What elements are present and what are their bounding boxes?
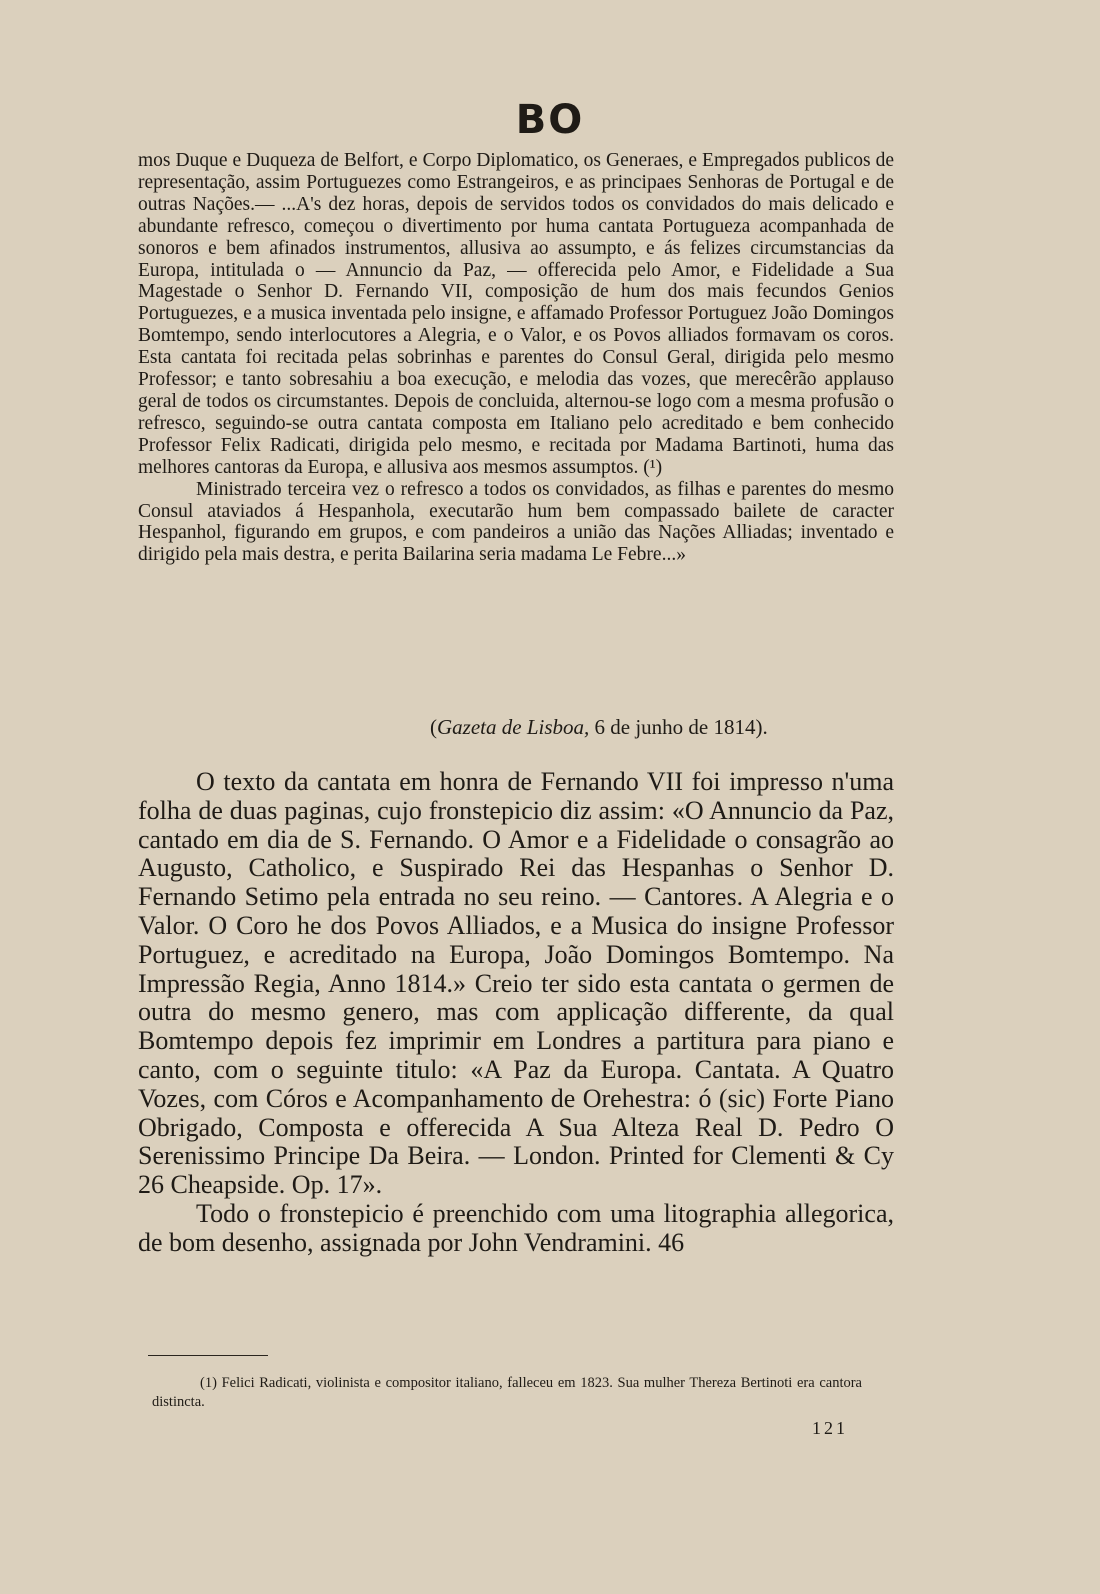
body-paragraph-2: Todo o fronstepicio é preenchido com uma litographia allegorica, de bom desenho, assignada por John Vendramini. 46 [138, 1198, 894, 1257]
page-number: 121 [812, 1418, 848, 1438]
source-date: 6 de junho de 1814). [589, 715, 768, 739]
quote-paragraph-1: mos Duque e Duqueza de Belfort, e Corpo Diplomatico, os Generaes, e Empregados publicos de representação, assim Portuguezes como Estrangeiros, e as principaes Senhoras de Portugal e de outras Nações.— ...A's dez horas, depois de servidos todos os convidados do mais delicado e abundante refresco, começou o divertimento por huma cantata Portugueza acompanhada de sonoros e bem afinados instrumentos, allusiva ao assumpto, e ás felizes circumstancias da Europa, intitulada o — Annuncio da Paz, — offerecida pelo Amor, e Fidelidade a Sua Magestade o Senhor D. Fernando VII, composição de hum dos mais fecundos Genios Portuguezes, e a musica inventada pelo insigne, e affamado Professor Portuguez João Domingos Bomtempo, sendo interlocutores a Alegria, e o Valor, e os Povos alliados formavam os coros. Esta cantata foi recitada pelas sobrinhas e parentes do Consul Geral, dirigida pelo mesmo Professor; e tanto sobresahiu a boa execução, e melodia das vozes, que merecêrão applauso geral de todos os circumstantes. Depois de concluida, alternou-se logo com a mesma profusão o refresco, seguindo-se outra cantata composta em Italiano pelo acreditado e bem conhecido Professor Felix Radicati, dirigida pelo mesmo, e recitada por Madama Bartinoti, huma das melhores cantoras da Europa, e allusiva aos mesmos assumptos. (¹) [138, 150, 894, 478]
footnote [152, 1374, 862, 1412]
footnote-text: (1) Felici Radicati, violinista e compositor italiano, falleceu em 1823. Sua mulher Thereza Bertinoti era cantora distincta. [152, 1375, 862, 1410]
footnote-divider [148, 1355, 268, 1356]
quoted-passage [138, 150, 894, 566]
quote-source [430, 712, 860, 742]
source-open: ( [430, 715, 437, 739]
source-title: Gazeta de Lisboa, [437, 715, 590, 739]
body-paragraph-1: O texto da cantata em honra de Fernando VII foi impresso n'uma folha de duas paginas, cujo fronstepicio diz assim: «O Annuncio da Paz, cantado em dia de S. Fernando. O Amor e a Fidelidade o consagrão ao Augusto, Catholico, e Suspirado Rei das Hespanhas o Senhor D. Fernando Setimo pela entrada no seu reino. — Cantores. A Alegria e o Valor. O Coro he dos Povos Alliados, e a Musica do insigne Professor Portuguez, e acreditado na Europa, João Domingos Bomtempo. Na Impressão Regia, Anno 1814.» Creio ter sido esta cantata o germen de outra do mesmo genero, mas com applicação differente, da qual Bomtempo depois fez imprimir em Londres a partitura para piano e canto, com o seguinte titulo: «A Paz da Europa. Cantata. A Quatro Vozes, com Córos e Acompanhamento de Orehestra: ó (sic) Forte Piano Obrigado, Composta e offerecida A Sua Alteza Real D. Pedro O Serenissimo Principe Da Beira. — London. Printed for Clementi & Cy 26 Cheapside. Op. 17». [138, 767, 894, 1200]
quote-paragraph-2: Ministrado terceira vez o refresco a todos os convidados, as filhas e parentes do mesmo Consul ataviados á Hespanhola, executarão hum bem compassado bailete de caracter Hespanhol, figurando em grupos, e com pandeiros a união das Nações Alliadas; inventado e dirigido pela mais destra, e perita Bailarina seria madama Le Febre...» [138, 478, 894, 566]
running-head: BO [515, 97, 585, 143]
main-text [138, 768, 894, 1258]
